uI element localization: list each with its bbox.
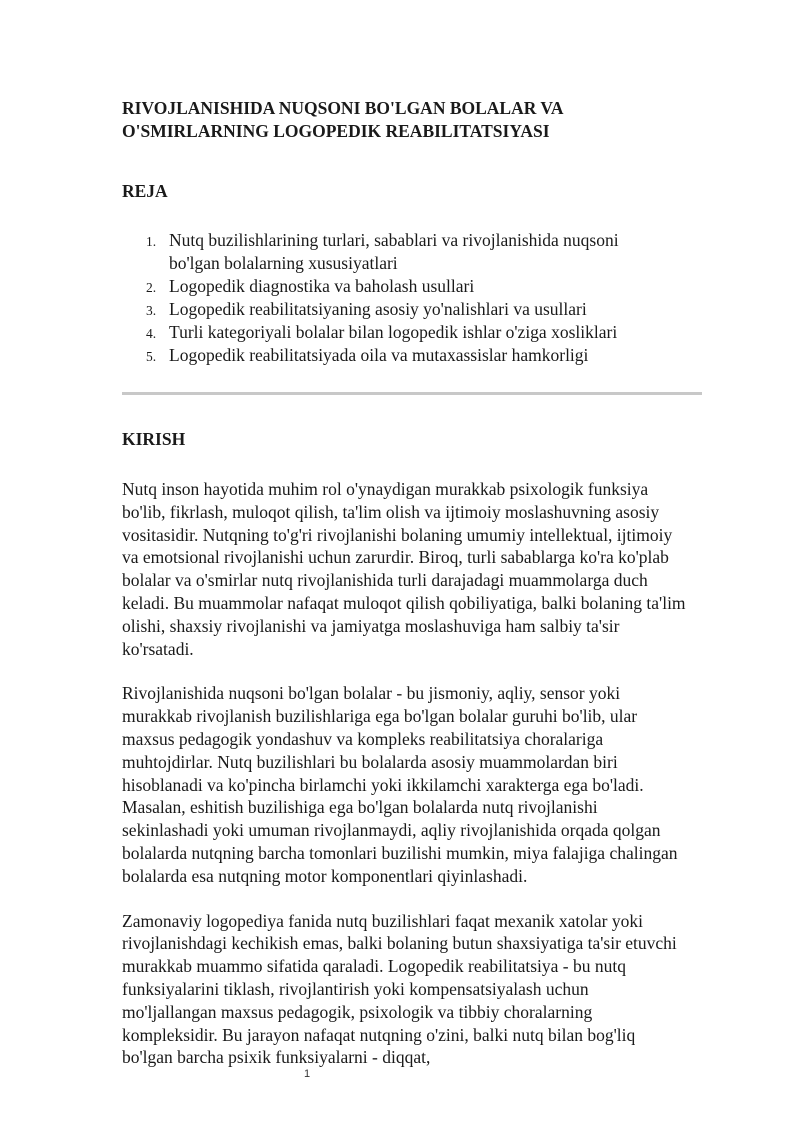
document-title-line-2: O'SMIRLARNING LOGOPEDIK REABILITATSIYASI xyxy=(122,121,550,141)
reja-item-label: Turli kategoriyali bolalar bilan logopedik ishlar o'ziga xosliklari xyxy=(169,322,618,342)
reja-list-item xyxy=(122,321,702,344)
reja-item-label: Logopedik reabilitatsiyaning asosiy yo'nalishlari va usullari xyxy=(169,299,587,319)
kirish-paragraph-2: Rivojlanishida nuqsoni bo'lgan bolalar - bu jismoniy, aqliy, sensor yoki murakkab rivojlanish buzilishlariga ega bo'lgan bolalar guruhi bo'lib, ular maxsus pedagogik yondashuv va kompleks reabilitatsiya choralariga muhtojdirlar. Nutq buzilishlari bu bolalarda asosiy muammolardan biri hisoblanadi va ko'pincha birlamchi yoki ikkilamchi xarakterga ega bo'ladi. Masalan, eshitish buzilishiga ega bo'lgan bolalarda nutq rivojlanishi sekinlashadi yoki umuman rivojlanmaydi, aqliy rivojlanishida orqada qolgan bolalarda nutqning barcha tomonlari buzilishi mumkin, miya falajiga chalingan bolalarda esa nutqning motor komponentlari qiyinlashadi. xyxy=(122,683,678,886)
kirish-paragraph-1: Nutq inson hayotida muhim rol o'ynaydigan murakkab psixologik funksiya bo'lib, fikrlash, muloqot qilish, ta'lim olish va ijtimoiy moslashuvning asosiy vositasidir. Nutqning to'g'ri rivojlanishi bolaning umumiy intellektual, ijtimoiy va emotsional rivojlanishi uchun zarurdir. Biroq, turli sabablarga ko'ra ko'plab bolalar va o'smirlar nutq rivojlanishida turli darajadagi muammolarga duch keladi. Bu muammolar nafaqat muloqot qilish qobiliyatiga, balki bolaning ta'lim olishi, shaxsiy rivojlanishi va jamiyatga moslashuviga ham salbiy ta'sir ko'rsatadi. xyxy=(122,479,686,659)
reja-item-number: 5. xyxy=(146,349,157,364)
reja-item-label: Nutq buzilishlarining turlari, sabablari va rivojlanishida nuqsoni bo'lgan bolalarning xususiyatlari xyxy=(169,230,619,273)
reja-list-item xyxy=(122,344,702,367)
reja-list-item xyxy=(122,229,702,275)
reja-list-item xyxy=(122,275,702,298)
kirish-heading: KIRISH xyxy=(122,429,186,449)
reja-item-number: 2. xyxy=(146,280,157,295)
reja-item-number: 4. xyxy=(146,326,157,341)
section-divider xyxy=(122,392,702,395)
page-number: 1 xyxy=(303,1068,311,1080)
document-title xyxy=(122,97,642,143)
reja-item-number: 3. xyxy=(146,303,157,318)
document-page xyxy=(122,97,702,1069)
reja-item-label: Logopedik diagnostika va baholash usullari xyxy=(169,276,475,296)
reja-list xyxy=(122,229,702,367)
reja-heading: REJA xyxy=(122,181,168,201)
reja-item-label: Logopedik reabilitatsiyada oila va mutaxassislar hamkorligi xyxy=(169,345,589,365)
kirish-paragraph-3: Zamonaviy logopediya fanida nutq buzilishlari faqat mexanik xatolar yoki rivojlanishdagi kechikish emas, balki bolaning butun shaxsiyatiga ta'sir etuvchi murakkab muammo sifatida qaraladi. Logopedik reabilitatsiya - bu nutq funksiyalarini tiklash, rivojlantirish yoki kompensatsiyalash uchun mo'ljallangan maxsus pedagogik, psixologik va tibbiy choralarning kompleksidir. Bu jarayon nafaqat nutqning o'zini, balki nutq bilan bog'liq bo'lgan barcha psixik funksiyalarni - diqqat, xyxy=(122,910,677,1068)
reja-list-item xyxy=(122,298,702,321)
document-title-line-1: RIVOJLANISHIDA NUQSONI BO'LGAN BOLALAR VA xyxy=(122,98,564,118)
reja-item-number: 1. xyxy=(146,234,157,249)
